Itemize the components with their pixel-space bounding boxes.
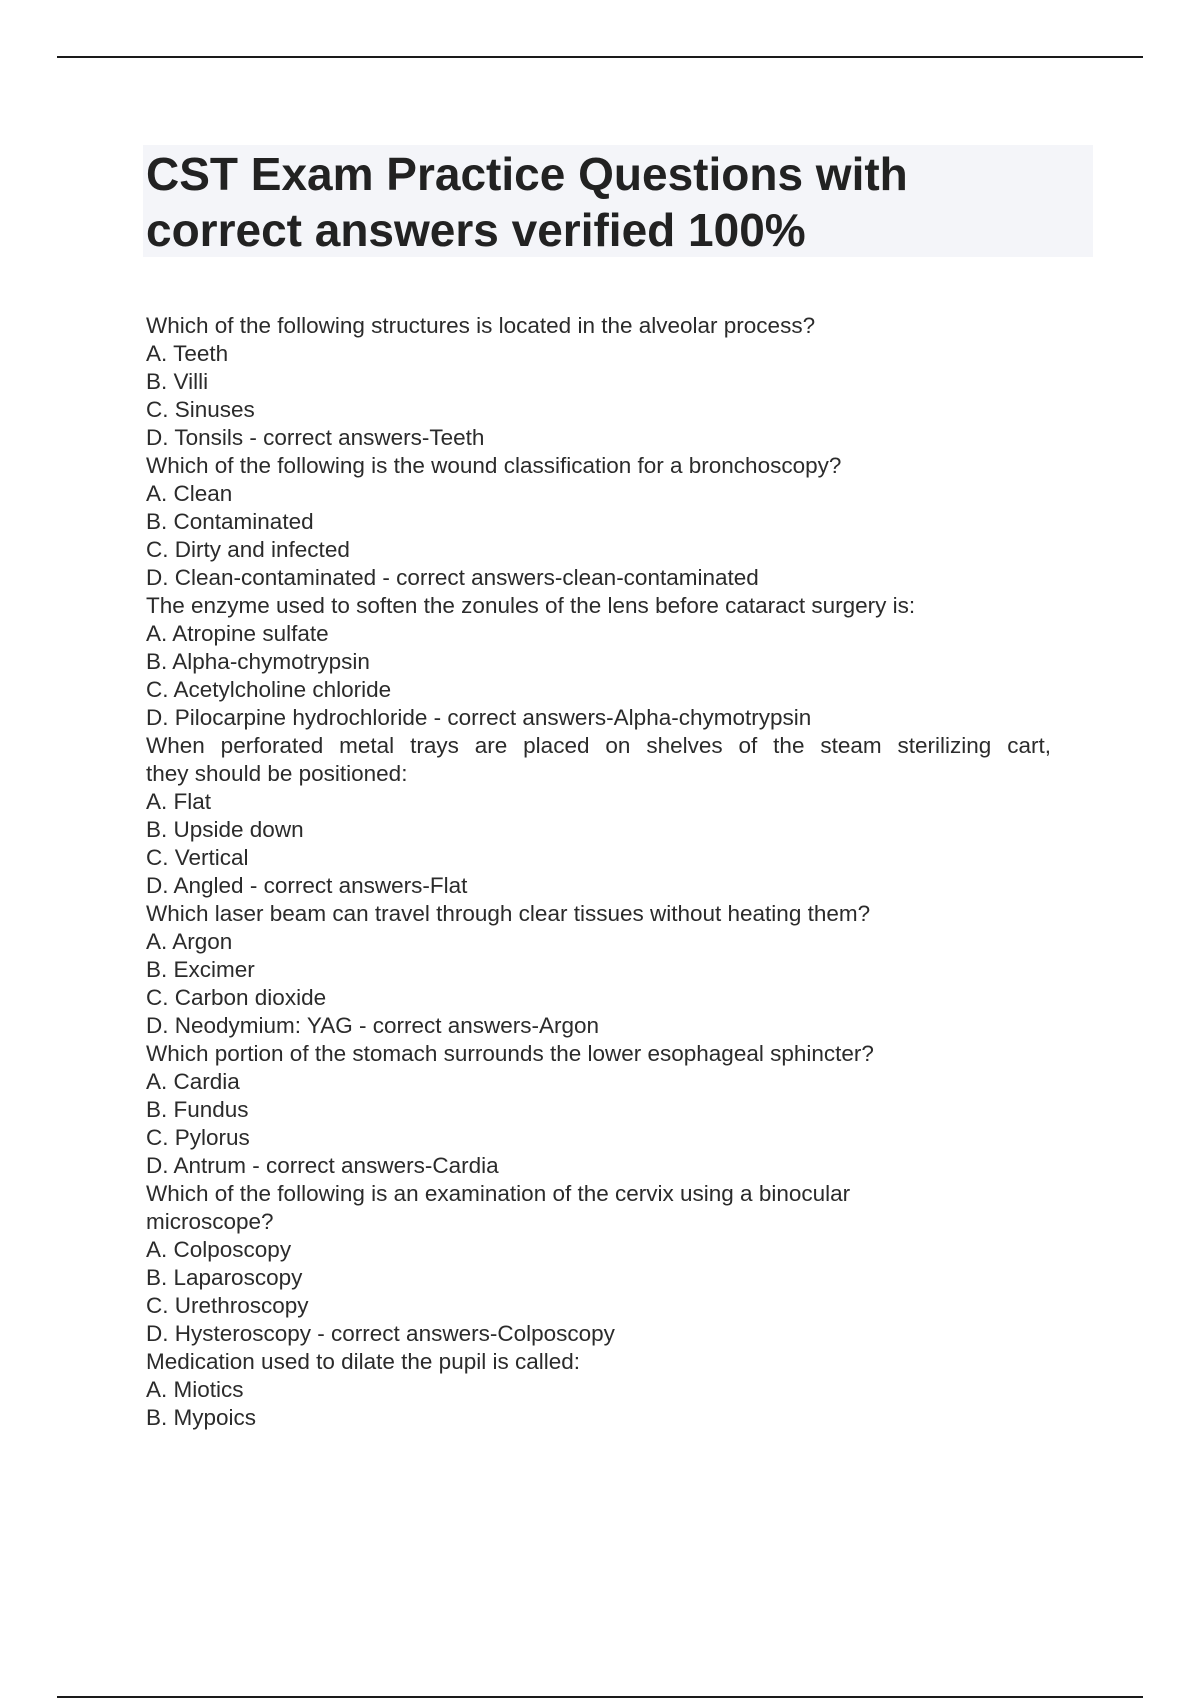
- bottom-rule: [57, 1696, 1143, 1698]
- option-line: A. Argon: [146, 929, 233, 954]
- question-line: Medication used to dilate the pupil is called:: [146, 1349, 581, 1374]
- answer-line: D. Angled - correct answers-Flat: [146, 873, 468, 898]
- answer-line: D. Clean-contaminated - correct answers-clean-contaminated: [146, 565, 759, 590]
- question-line: The enzyme used to soften the zonules of the lens before cataract surgery is:: [146, 593, 916, 618]
- answer-line: D. Hysteroscopy - correct answers-Colposcopy: [146, 1321, 615, 1346]
- option-line: B. Mypoics: [146, 1405, 257, 1430]
- option-line: C. Sinuses: [146, 397, 255, 422]
- option-line: A. Clean: [146, 481, 233, 506]
- option-line: A. Cardia: [146, 1069, 240, 1094]
- question-line: Which portion of the stomach surrounds the lower esophageal sphincter?: [146, 1041, 874, 1066]
- option-line: C. Carbon dioxide: [146, 985, 327, 1010]
- option-line: A. Colposcopy: [146, 1237, 292, 1262]
- question-line-continued: they should be positioned:: [146, 761, 408, 786]
- question-line: Which of the following is an examination of the cervix using a binocular: [146, 1181, 851, 1206]
- question-line-continued: microscope?: [146, 1209, 274, 1234]
- option-line: C. Acetylcholine chloride: [146, 677, 392, 702]
- option-line: B. Laparoscopy: [146, 1265, 303, 1290]
- option-line: C. Urethroscopy: [146, 1293, 309, 1318]
- page-title: CST Exam Practice Questions with correct answers verified 100%: [146, 148, 908, 256]
- question-line: Which of the following structures is located in the alveolar process?: [146, 313, 816, 338]
- answer-line: D. Pilocarpine hydrochloride - correct answers-Alpha-chymotrypsin: [146, 705, 812, 730]
- answer-line: D. Tonsils - correct answers-Teeth: [146, 425, 485, 450]
- option-line: B. Alpha-chymotrypsin: [146, 649, 370, 674]
- option-line: A. Miotics: [146, 1377, 244, 1402]
- option-line: C. Pylorus: [146, 1125, 250, 1150]
- answer-line: D. Antrum - correct answers-Cardia: [146, 1153, 499, 1178]
- answer-line: D. Neodymium: YAG - correct answers-Argon: [146, 1013, 600, 1038]
- question-line: Which laser beam can travel through clear tissues without heating them?: [146, 901, 871, 926]
- option-line: B. Villi: [146, 369, 209, 394]
- option-line: B. Contaminated: [146, 509, 314, 534]
- question-line: Which of the following is the wound classification for a bronchoscopy?: [146, 453, 842, 478]
- option-line: B. Fundus: [146, 1097, 249, 1122]
- option-line: C. Vertical: [146, 845, 249, 870]
- option-line: A. Atropine sulfate: [146, 621, 329, 646]
- option-line: B. Excimer: [146, 957, 255, 982]
- questions-body: [146, 312, 1051, 1432]
- option-line: A. Flat: [146, 789, 212, 814]
- option-line: B. Upside down: [146, 817, 304, 842]
- question-line: When perforated metal trays are placed on shelves of the steam sterilizing cart,: [146, 733, 1051, 758]
- option-line: C. Dirty and infected: [146, 537, 350, 562]
- option-line: A. Teeth: [146, 341, 229, 366]
- top-rule: [57, 56, 1143, 58]
